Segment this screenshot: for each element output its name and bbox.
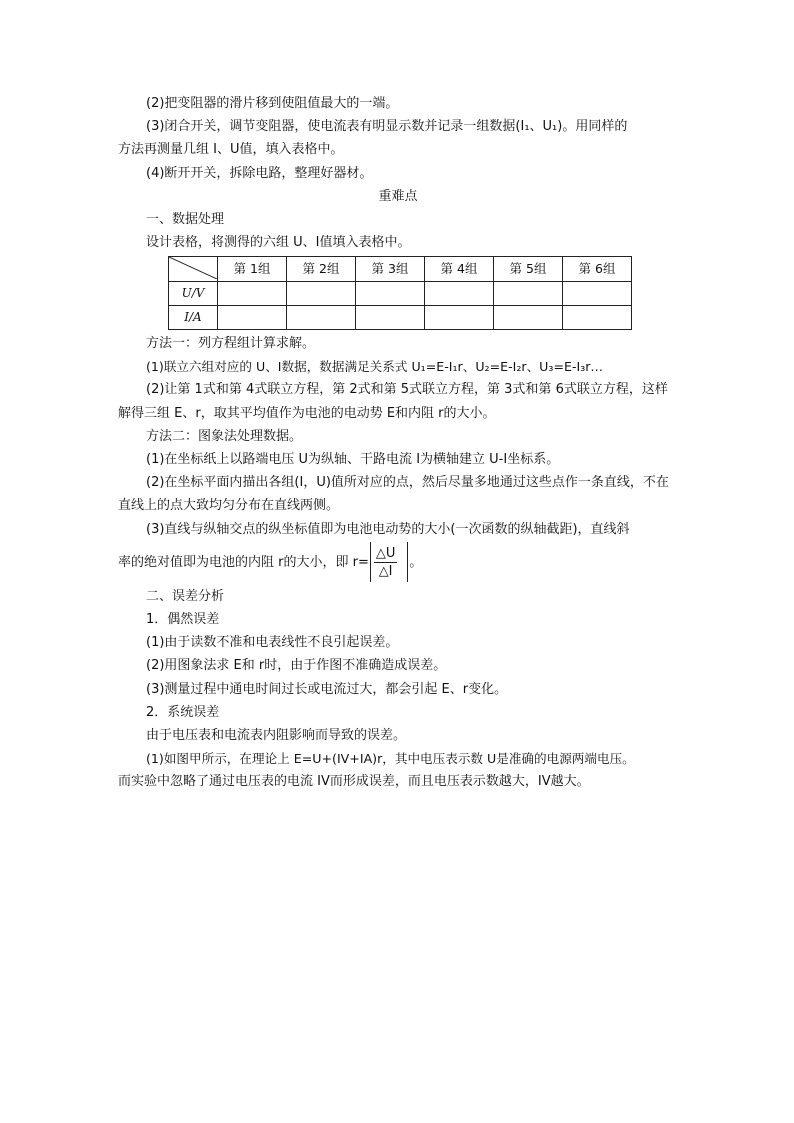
method2-p3-line2 (118, 541, 678, 585)
method1-heading: 方法一：列方程组计算求解。 (146, 336, 316, 352)
table-cell (425, 305, 494, 329)
table-cell (356, 305, 425, 329)
column-header: 第 4组 (425, 257, 494, 281)
data-table (168, 256, 632, 330)
fraction-denominator: △I (378, 563, 393, 579)
method1-p1: (1)联立六组对应的 U、I数据，数据满足关系式 U₁=E-I₁r、U₂=E-I₂r、U₃=E-I₃r… (146, 359, 604, 375)
table-cell (563, 305, 632, 329)
table-cell (287, 281, 356, 305)
row-label: I/A (169, 305, 218, 329)
step-3-line1: (3)闭合开关，调节变阻器，使电流表有明显示数并记录一组数据(I₁、U₁)。用同样的 (146, 119, 628, 135)
abs-fraction (370, 542, 409, 582)
accidental-item: (3)测量过程中通电时间过长或电流过大，都会引起 E、r变化。 (146, 681, 508, 697)
fraction-numerator: △U (375, 545, 396, 561)
accidental-heading: 1．偶然误差 (146, 612, 220, 628)
table-cell (287, 305, 356, 329)
fraction (374, 545, 398, 580)
table-header-row (169, 257, 632, 281)
method2-p1: (1)在坐标纸上以路端电压 U为纵轴、干路电流 I为横轴建立 U-I坐标系。 (146, 452, 560, 468)
formula-prefix: 率的绝对值即为电池的内阻 r的大小，即 r= (118, 554, 369, 570)
method2-p3-line1: (3)直线与纵轴交点的纵坐标值即为电池电动势的大小(一次函数的纵轴截距)，直线斜 (146, 521, 630, 537)
systematic-p1-line2: 而实验中忽略了通过电压表的电流 IV而形成误差，而且电压表示数越大，IV越大。 (118, 774, 590, 790)
table-cell (494, 281, 563, 305)
table-cell (563, 281, 632, 305)
table-cell (356, 281, 425, 305)
step-4: (4)断开开关，拆除电路，整理好器材。 (146, 165, 373, 181)
diagonal-line (169, 257, 217, 279)
section-title: 重难点 (378, 188, 418, 204)
table-row (169, 281, 632, 305)
accidental-item: (2)用图象法求 E和 r时，由于作图不准确造成误差。 (146, 658, 447, 674)
method1-p2: (2)让第 1式和第 4式联立方程，第 2式和第 5式联立方程，第 3式和第 6式联立方程，这样解得三组 E、r，取其平均值作为电池的电动势 E和内阻 r的大小。 (118, 382, 668, 421)
table-cell (494, 305, 563, 329)
data-processing-heading: 一、数据处理 (146, 212, 225, 228)
row-label: U/V (169, 281, 218, 305)
table-cell (218, 281, 287, 305)
column-header: 第 6组 (563, 257, 632, 281)
formula-suffix: 。 (409, 554, 423, 570)
method2-p2: (2)在坐标平面内描出各组(I，U)值所对应的点，然后尽量多地通过这些点作一条直线，不在直线上的点大致均匀分布在直线两侧。 (118, 475, 669, 514)
systematic-heading: 2．系统误差 (146, 704, 220, 720)
systematic-intro: 由于电压表和电流表内阻影响而导致的误差。 (146, 728, 407, 744)
table-corner-cell (169, 257, 218, 281)
systematic-p1-line1: (1)如图甲所示，在理论上 E=U+(IV+IA)r，其中电压表示数 U是准确的电源两端电压。 (146, 751, 635, 767)
table-cell (218, 305, 287, 329)
column-header: 第 3组 (356, 257, 425, 281)
column-header: 第 1组 (218, 257, 287, 281)
method2-heading: 方法二：图象法处理数据。 (146, 428, 303, 444)
error-analysis-heading: 二、误差分析 (146, 588, 225, 604)
accidental-item: (1)由于读数不准和电表线性不良引起误差。 (146, 635, 399, 651)
step-3-line2: 方法再测量几组 I、U值，填入表格中。 (118, 142, 344, 158)
step-2: (2)把变阻器的滑片移到使阻值最大的一端。 (146, 96, 399, 111)
table-row (169, 305, 632, 329)
column-header: 第 2组 (287, 257, 356, 281)
document-page (118, 92, 678, 794)
data-processing-intro: 设计表格，将测得的六组 U、I值填入表格中。 (146, 235, 411, 251)
table-cell (425, 281, 494, 305)
column-header: 第 5组 (494, 257, 563, 281)
